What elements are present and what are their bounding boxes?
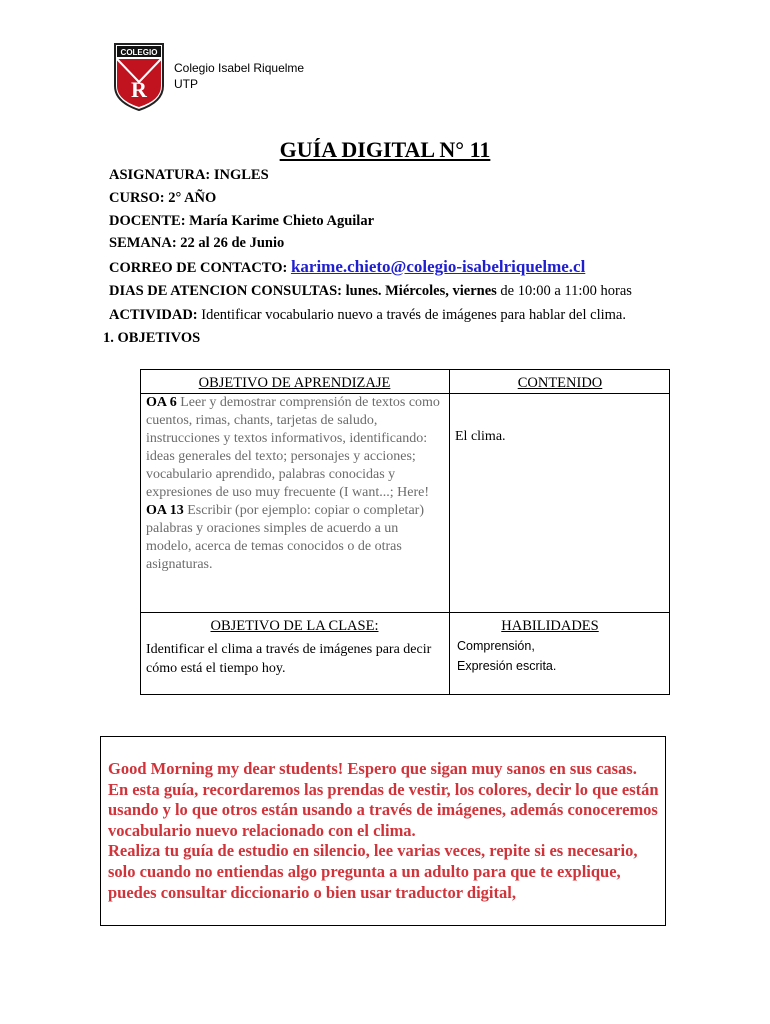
asignatura: ASIGNATURA: INGLES [109, 167, 269, 183]
message-paragraph: Good Morning my dear students! Espero que sigan muy sanos en sus casas. En esta guía, recordaremos las prendas de vestir, los colores, decir lo que están usando y lo que otros están usando a través de imágenes, además conoceremos vocabulario nuevo relacionado con el clima. [108, 759, 659, 840]
logo-letter: R [131, 77, 147, 102]
dias-row [109, 283, 632, 300]
col-header-habilidades: HABILIDADES [501, 618, 599, 634]
table-divider [449, 369, 450, 695]
school-logo [113, 42, 165, 112]
message-text [108, 759, 660, 903]
learning-objectives [146, 394, 446, 574]
col-header-objetivo: OBJETIVO DE APRENDIZAJE [198, 375, 391, 391]
school-name: Colegio Isabel Riquelme [174, 61, 305, 75]
col-header-clase: OBJETIVO DE LA CLASE: [210, 618, 379, 634]
habilidad-item: Expresión escrita. [457, 659, 557, 673]
actividad-label: ACTIVIDAD: [109, 307, 202, 323]
oa13-text: Escribir (por ejemplo: copiar o completar) palabras y oraciones simples de acuerdo a un modelo, acerca de temas conocidos o de otras asignaturas. [146, 503, 424, 572]
actividad-row [109, 307, 626, 324]
page-title: GUÍA DIGITAL N° 11 [279, 137, 491, 162]
school-header [174, 60, 304, 92]
section-heading: 1. OBJETIVOS [103, 330, 201, 346]
dias-label: DIAS DE ATENCION CONSULTAS: lunes. Miércoles, viernes [109, 283, 497, 299]
habilidades-list [457, 636, 556, 676]
department: UTP [174, 77, 198, 91]
table-divider [140, 612, 670, 613]
semana: SEMANA: 22 al 26 de Junio [109, 235, 285, 251]
correo-row [109, 257, 585, 277]
curso: CURSO: 2° AÑO [109, 190, 217, 206]
dias-horario: de 10:00 a 11:00 horas [496, 283, 632, 299]
habilidad-item: Comprensión, [457, 639, 535, 653]
oa6-code: OA 6 [146, 395, 177, 410]
contenido-value: El clima. [455, 429, 506, 444]
clase-objective: Identificar el clima a través de imágenes para decir cómo está el tiempo hoy. [146, 642, 432, 676]
correo-label: CORREO DE CONTACTO: [109, 260, 291, 276]
docente: DOCENTE: María Karime Chieto Aguilar [109, 213, 375, 229]
logo-text: COLEGIO [120, 48, 158, 57]
message-paragraph: Realiza tu guía de estudio en silencio, lee varias veces, repite si es necesario, solo cuando no entiendas algo pregunta a un adulto para que te explique, puedes consultar diccionario o bien usar traductor digital, [108, 841, 638, 902]
col-header-contenido: CONTENIDO [517, 375, 603, 391]
actividad-text: Identificar vocabulario nuevo a través de imágenes para hablar del clima. [201, 307, 626, 323]
contact-email-link[interactable]: karime.chieto@colegio-isabelriquelme.cl [290, 257, 586, 276]
oa13-code: OA 13 [146, 503, 184, 518]
oa6-text: Leer y demostrar comprensión de textos como cuentos, rimas, chants, tarjetas de saludo, instrucciones y textos informativos, identificando: ideas generales del texto; personajes y acciones; vocabulario aprendido, palabras conocidas y expresiones de uso muy frecuente (I want...; Here! [146, 395, 440, 500]
